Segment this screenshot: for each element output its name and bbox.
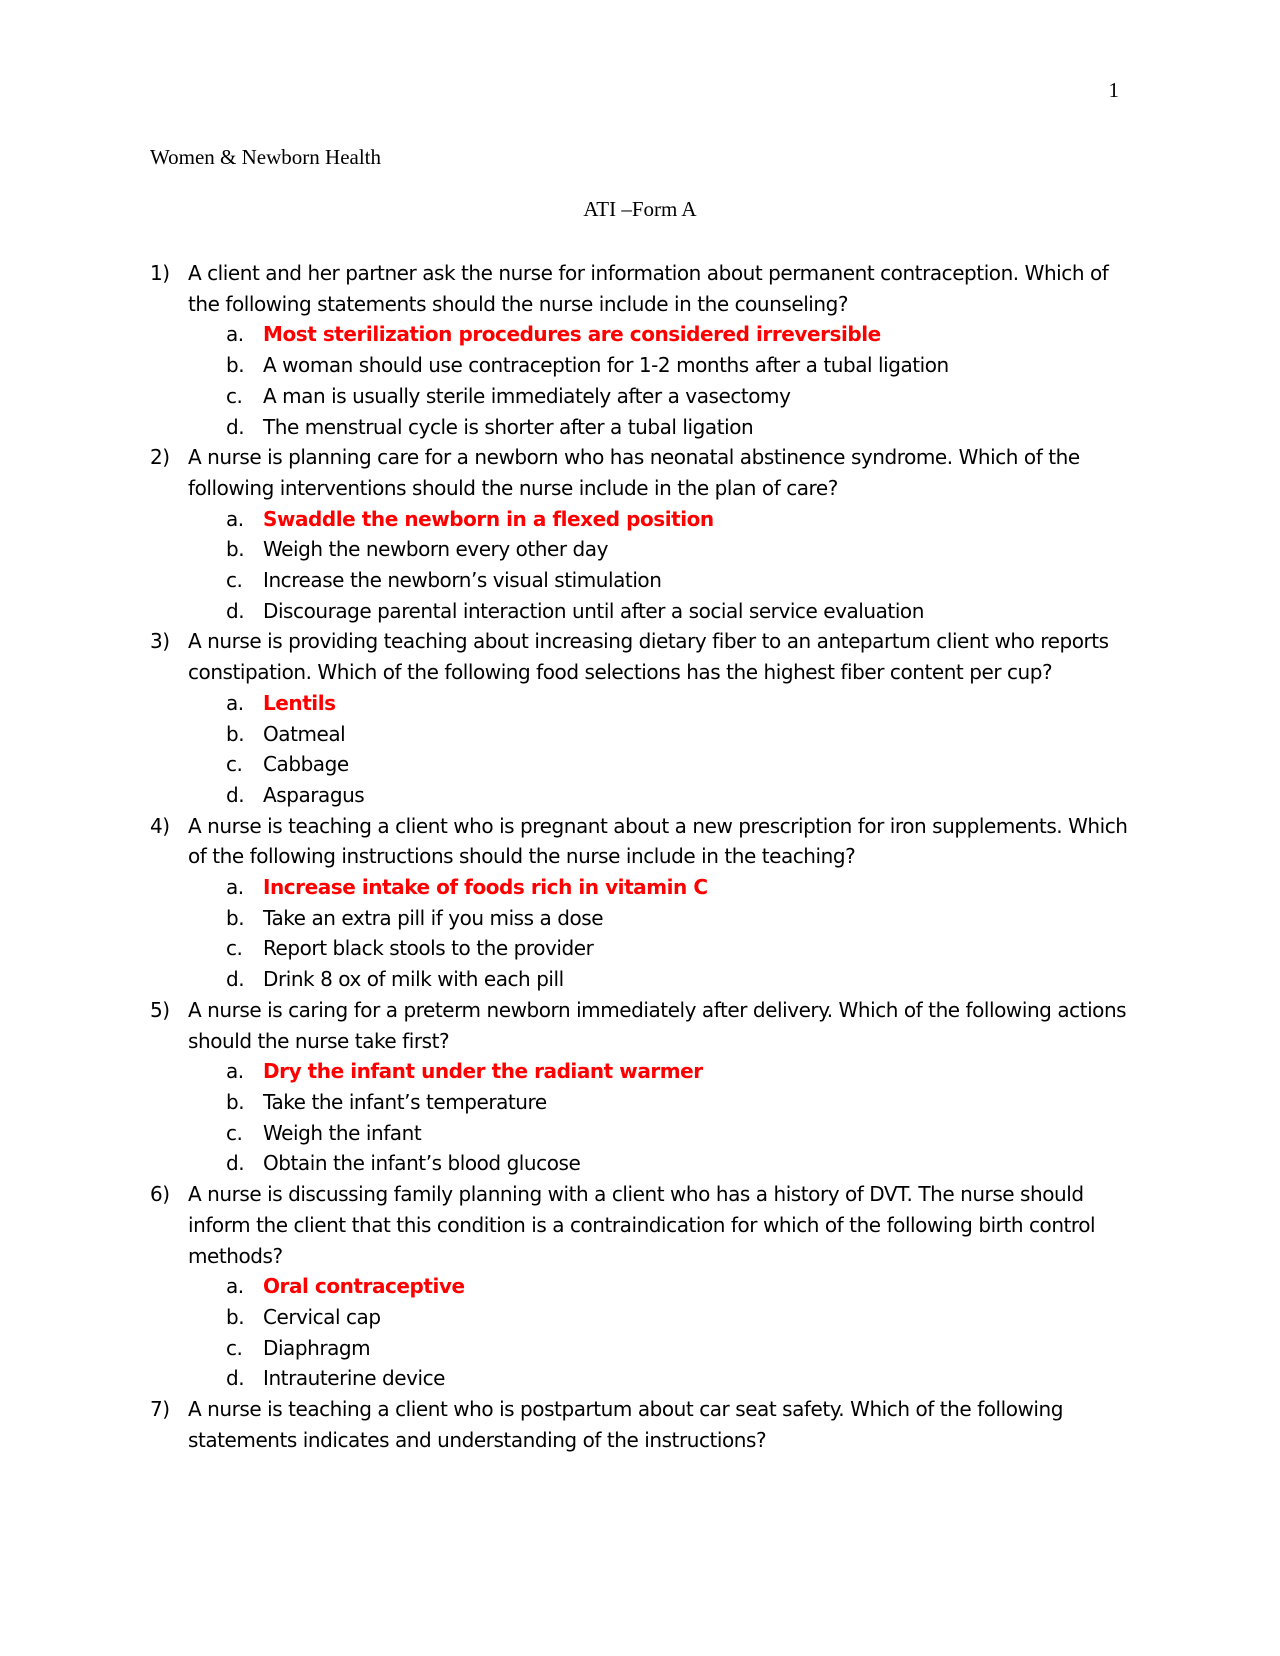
question-text: A client and her partner ask the nurse for information about permanent contraception. Which of the following statements should the nurse include in the counseling? bbox=[188, 261, 1109, 316]
question-number: 5) bbox=[150, 997, 170, 1022]
option-text: Report black stools to the provider bbox=[263, 936, 594, 961]
option-letter: d. bbox=[226, 782, 245, 807]
option-text: Most sterilization procedures are considered irreversible bbox=[263, 322, 881, 347]
option-text: Asparagus bbox=[263, 782, 365, 807]
answer-option bbox=[188, 933, 1130, 964]
option-letter: c. bbox=[226, 752, 243, 777]
question-text: A nurse is teaching a client who is pregnant about a new prescription for iron supplements. Which of the following instructions should the nurse include in the teaching? bbox=[188, 813, 1128, 869]
option-letter: b. bbox=[226, 1089, 245, 1114]
question-number: 7) bbox=[150, 1397, 170, 1422]
option-letter: d. bbox=[226, 598, 245, 623]
option-letter: b. bbox=[226, 353, 245, 378]
option-text: Diaphragm bbox=[263, 1335, 371, 1360]
question-text: A nurse is providing teaching about increasing dietary fiber to an antepartum client who reports constipation. Which of the following food selections has the highest fiber content per cup? bbox=[188, 629, 1109, 685]
question-text: A nurse is caring for a preterm newborn immediately after delivery. Which of the following actions should the nurse take first? bbox=[188, 997, 1127, 1053]
answer-option bbox=[188, 1087, 1130, 1118]
answer-option bbox=[188, 350, 1130, 381]
option-letter: c. bbox=[226, 568, 243, 593]
option-text: Increase intake of foods rich in vitamin C bbox=[263, 875, 708, 900]
option-text: Swaddle the newborn in a flexed position bbox=[263, 506, 714, 531]
option-letter: b. bbox=[226, 905, 245, 930]
answer-option bbox=[188, 719, 1130, 750]
answer-options bbox=[188, 1271, 1130, 1394]
option-text: A man is usually sterile immediately after a vasectomy bbox=[263, 383, 791, 408]
answer-option bbox=[188, 964, 1130, 995]
question-item bbox=[150, 626, 1130, 810]
question-item bbox=[150, 442, 1130, 626]
answer-option bbox=[188, 1333, 1130, 1364]
option-text: Discourage parental interaction until after a social service evaluation bbox=[263, 598, 924, 623]
option-text: Cervical cap bbox=[263, 1304, 381, 1329]
option-letter: a. bbox=[226, 1059, 244, 1084]
option-text: A woman should use contraception for 1-2 months after a tubal ligation bbox=[263, 353, 949, 378]
question-text: A nurse is teaching a client who is postpartum about car seat safety. Which of the following statements indicates and understanding of the instructions? bbox=[188, 1397, 1063, 1452]
answer-option bbox=[188, 565, 1130, 596]
option-letter: d. bbox=[226, 414, 245, 439]
option-text: Increase the newborn’s visual stimulation bbox=[263, 568, 662, 593]
question-item bbox=[150, 1179, 1130, 1394]
question-number: 3) bbox=[150, 629, 170, 654]
option-text: Oral contraceptive bbox=[263, 1274, 465, 1299]
option-text: Intrauterine device bbox=[263, 1366, 445, 1391]
question-text: A nurse is discussing family planning with a client who has a history of DVT. The nurse should inform the client that this condition is a contraindication for which of the following birth control methods? bbox=[188, 1182, 1096, 1268]
answer-option bbox=[188, 381, 1130, 412]
answer-option bbox=[188, 412, 1130, 443]
option-letter: a. bbox=[226, 1274, 244, 1299]
option-letter: d. bbox=[226, 967, 245, 992]
answer-option bbox=[188, 1118, 1130, 1149]
option-text: Dry the infant under the radiant warmer bbox=[263, 1059, 703, 1084]
answer-options bbox=[188, 872, 1130, 995]
option-text: Weigh the infant bbox=[263, 1120, 422, 1145]
answer-option-correct bbox=[188, 688, 1130, 719]
question-list bbox=[150, 258, 1130, 1455]
answer-options bbox=[188, 688, 1130, 811]
answer-options bbox=[188, 1056, 1130, 1179]
option-text: Take the infant’s temperature bbox=[263, 1089, 547, 1114]
option-text: Oatmeal bbox=[263, 721, 346, 746]
option-letter: c. bbox=[226, 1120, 243, 1145]
question-item bbox=[150, 1394, 1130, 1455]
question-number: 6) bbox=[150, 1182, 170, 1207]
page-number: 1 bbox=[1108, 78, 1119, 102]
option-letter: b. bbox=[226, 1304, 245, 1329]
question-number: 2) bbox=[150, 445, 170, 470]
option-letter: a. bbox=[226, 690, 244, 715]
option-text: Obtain the infant’s blood glucose bbox=[263, 1151, 581, 1176]
answer-option-correct bbox=[188, 504, 1130, 535]
option-text: The menstrual cycle is shorter after a tubal ligation bbox=[263, 414, 754, 439]
option-text: Weigh the newborn every other day bbox=[263, 537, 608, 562]
answer-option-correct bbox=[188, 1056, 1130, 1087]
answer-options bbox=[188, 504, 1130, 627]
question-item bbox=[150, 995, 1130, 1179]
answer-option bbox=[188, 534, 1130, 565]
answer-option bbox=[188, 1363, 1130, 1394]
option-letter: a. bbox=[226, 506, 244, 531]
answer-option-correct bbox=[188, 872, 1130, 903]
option-letter: c. bbox=[226, 383, 243, 408]
option-letter: d. bbox=[226, 1151, 245, 1176]
answer-option-correct bbox=[188, 1271, 1130, 1302]
form-title: ATI –Form A bbox=[583, 197, 697, 221]
question-number: 1) bbox=[150, 261, 170, 285]
option-letter: a. bbox=[226, 322, 244, 347]
answer-option bbox=[188, 1302, 1130, 1333]
answer-option bbox=[188, 596, 1130, 627]
answer-option bbox=[188, 780, 1130, 811]
option-text: Lentils bbox=[263, 690, 336, 715]
question-text: A nurse is planning care for a newborn who has neonatal abstinence syndrome. Which of the following interventions should the nurse include in the plan of care? bbox=[188, 445, 1080, 500]
answer-option bbox=[188, 903, 1130, 934]
answer-options bbox=[188, 319, 1130, 442]
option-letter: b. bbox=[226, 537, 245, 562]
question-item bbox=[150, 811, 1130, 995]
answer-option bbox=[188, 749, 1130, 780]
option-text: Take an extra pill if you miss a dose bbox=[263, 905, 604, 930]
option-text: Cabbage bbox=[263, 752, 349, 777]
answer-option-correct bbox=[188, 319, 1130, 350]
option-letter: b. bbox=[226, 721, 245, 746]
option-letter: c. bbox=[226, 1335, 243, 1360]
option-letter: d. bbox=[226, 1366, 245, 1391]
option-letter: a. bbox=[226, 875, 244, 900]
answer-option bbox=[188, 1148, 1130, 1179]
option-letter: c. bbox=[226, 936, 243, 961]
question-number: 4) bbox=[150, 813, 170, 838]
course-title: Women & Newborn Health bbox=[150, 145, 381, 169]
question-item bbox=[150, 258, 1130, 442]
option-text: Drink 8 ox of milk with each pill bbox=[263, 967, 564, 992]
